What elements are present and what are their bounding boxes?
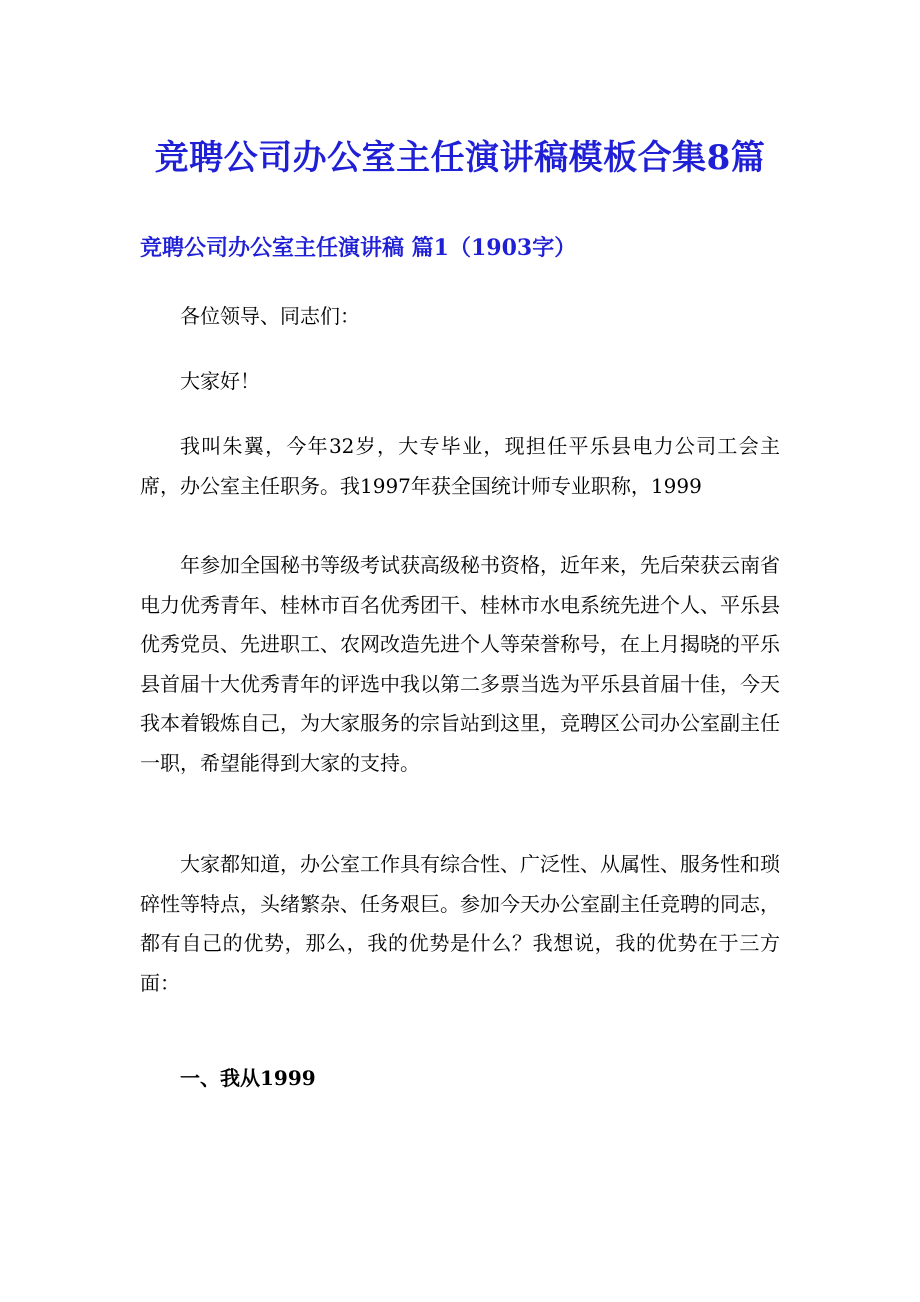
paragraph-introduction: 我叫朱翼，今年32岁，大专毕业，现担任平乐县电力公司工会主席，办公室主任职务。我1997年获全国统计师专业职称，1999 <box>140 434 780 498</box>
paragraph-greeting: 大家好！ <box>180 369 260 393</box>
section-heading: 竞聘公司办公室主任演讲稿 篇1（1903字） <box>140 235 577 261</box>
paragraph-salutation: 各位领导、同志们： <box>180 304 360 328</box>
document-title: 竞聘公司办公室主任演讲稿模板合集8篇 <box>154 138 766 178</box>
paragraph-achievements: 年参加全国秘书等级考试获高级秘书资格，近年来，先后荣获云南省电力优秀青年、桂林市百名优秀团干、桂林市水电系统先进个人、平乐县优秀党员、先进职工、农网改造先进个人等荣誉称号，在上月揭晓的平乐县首届十大优秀青年的评选中我以第二多票当选为平乐县首届十佳，今天我本着锻炼自己，为大家服务的宗旨站到这里，竞聘区公司办公室副主任一职，希望能得到大家的支持。 <box>140 553 780 775</box>
paragraph-office-work: 大家都知道，办公室工作具有综合性、广泛性、从属性、服务性和琐碎性等特点，头绪繁杂、任务艰巨。参加今天办公室副主任竞聘的同志，都有自己的优势，那么，我的优势是什么？我想说，我的优势在于三方面： <box>140 852 780 995</box>
paragraph-point-one: 一、我从1999 <box>180 1066 316 1090</box>
